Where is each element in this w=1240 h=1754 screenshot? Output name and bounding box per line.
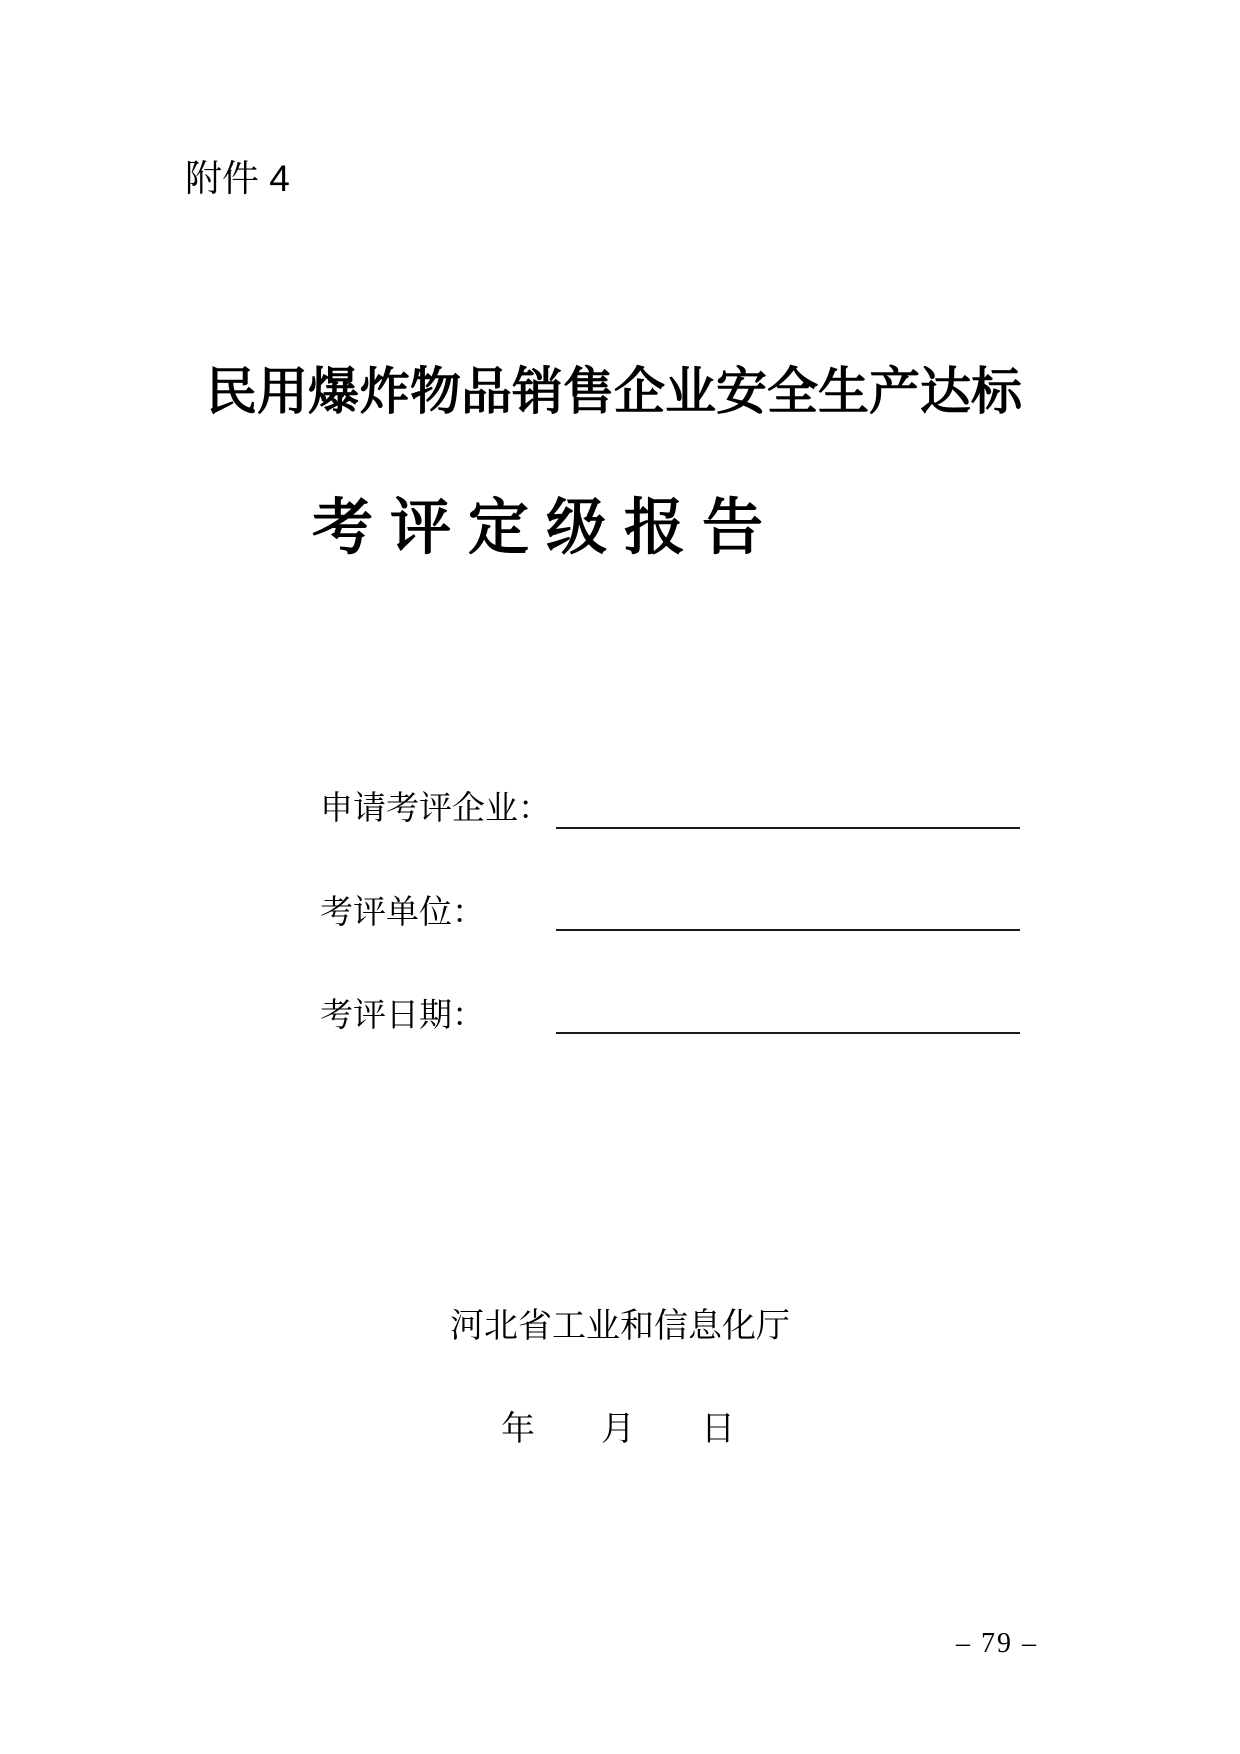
- field-label-evaluation-date: 考评日期：: [320, 998, 485, 1034]
- field-label-applicant-enterprise: 申请考评企业：: [320, 791, 551, 827]
- evaluation-date-field-blank[interactable]: [556, 1032, 1020, 1034]
- date-year-label: 年: [501, 1411, 535, 1448]
- applicant-enterprise-field-blank[interactable]: [556, 827, 1020, 829]
- date-line: [501, 1413, 735, 1447]
- page-number: – 79 –: [956, 1628, 1038, 1659]
- evaluation-unit-field-blank[interactable]: [556, 929, 1020, 931]
- date-day-label: 日: [701, 1411, 735, 1448]
- document-title-line2: 考评定级报告: [312, 495, 781, 562]
- date-month-label: 月: [601, 1411, 635, 1448]
- issuing-organization: 河北省工业和信息化厅: [450, 1308, 790, 1345]
- document-title-line1: 民用爆炸物品销售企业安全生产达标: [206, 365, 1023, 421]
- attachment-label: 附件 4: [185, 158, 290, 199]
- field-label-evaluation-unit: 考评单位：: [320, 895, 485, 931]
